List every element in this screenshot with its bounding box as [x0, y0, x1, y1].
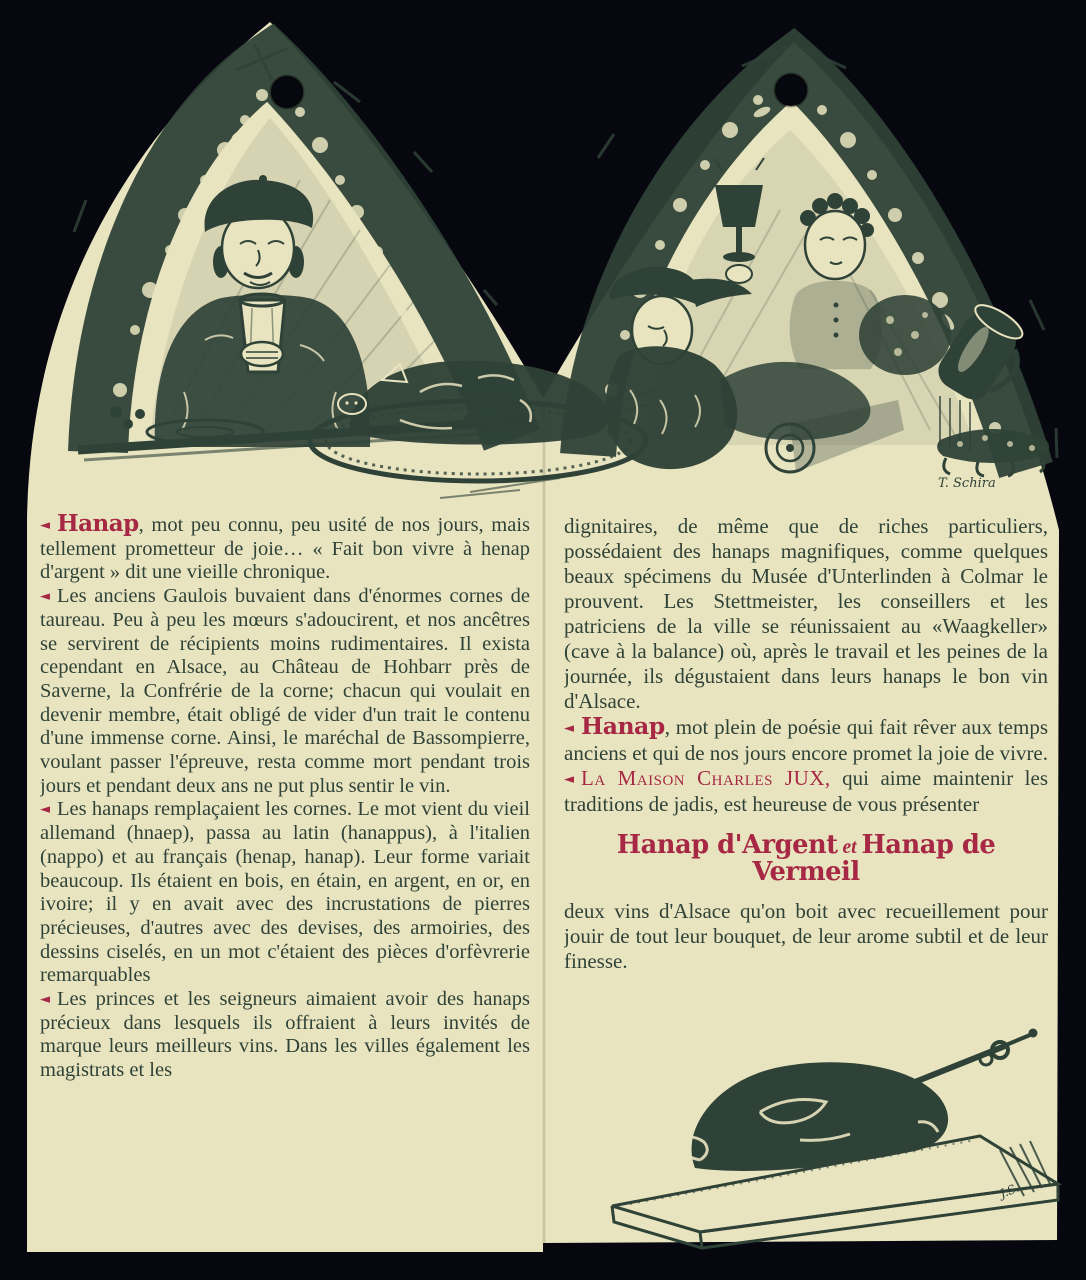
text-segment: et: [837, 837, 862, 858]
text-segment: La Maison Charles JUX,: [581, 766, 831, 790]
text-segment: Les anciens Gaulois buvaient dans d'énormes cornes de taureau. Peu à peu les mœurs s'adoucirent, et nos ancêtres se servirent de récipients moins rudimentaires. Il exista cependant en Alsace, au Château de Hohbarr près de Saverne, la Confrérie de la corne; chacun qui voulait en devenir membre, était obligé de vider d'un trait le contenu d'une immense corne. Ainsi, le maréchal de Bassompierre, voulant passer l'épreuve, resta comme mort pendant trois jours et pendant deux ans ne put plus sentir le vin.: [40, 585, 530, 797]
text-segment: Les princes et les seigneurs aimaient avoir des hanaps précieux dans lesquels ils offraient à leurs invités de marque leurs meilleurs vins. Dans les villes également les magistrats et les: [40, 988, 530, 1082]
paragraph-marker-icon: ◄: [40, 589, 50, 605]
text-segment: deux vins d'Alsace qu'on boit avec recueillement pour jouir de tout leur bouquet, de leur arome subtil et de leur finesse.: [564, 899, 1048, 973]
paragraph-gaulois: [40, 585, 530, 798]
right-text-column: [564, 514, 1048, 1054]
paragraph-deux-vins: [564, 899, 1048, 974]
paragraph-hanap-intro: [40, 512, 530, 585]
paragraph-maison-jux: [564, 766, 1048, 817]
paragraph-dignitaires: [564, 514, 1048, 714]
paragraph-marker-icon: ◄: [40, 518, 50, 533]
text-segment: qui aime maintenir les traditions de jadis, est heureuse de vous présenter: [564, 766, 1048, 816]
left-text-column: [40, 512, 530, 1254]
paragraph-marker-icon: ◄: [564, 772, 574, 787]
text-segment: , mot plein de poésie qui fait rêver aux temps anciens et qui de nos jours encore promet la joie de vivre.: [564, 715, 1048, 765]
text-segment: Les hanaps remplaçaient les cornes. Le mot vient du vieil allemand (hnaep), passa au latin (hanappus), à l'italien (nappo) et au français (henap, hanap). Leur forme variait beaucoup. Ils étaient en bois, en étain, en argent, en or, en ivoire; il y en avait avec des incrustations de pierres précieuses, d'autres avec des devises, des armoiries, des dessins ciselés, en un mot c'étaient des pièces d'orfèvrerie remarquables: [40, 798, 530, 987]
board-signature: J.S.: [997, 1180, 1022, 1201]
text-segment: , mot peu connu, peu usité de nos jours, mais tellement prometteur de joie… « Fait bon vivre à henap d'argent » dit une vieille chronique.: [40, 514, 530, 584]
text-segment: Hanap d'Argent: [616, 830, 838, 860]
punch-hole-left: [271, 76, 303, 108]
text-segment: Hanap de Vermeil: [752, 830, 996, 887]
artist-signature: T. Schira: [938, 476, 996, 491]
paragraph-hanaps-origine: [40, 798, 530, 988]
text-segment: Hanap: [57, 512, 139, 537]
paragraph-princes: [40, 988, 530, 1083]
paragraph-marker-icon: ◄: [564, 721, 574, 736]
text-segment: Hanap: [581, 712, 665, 740]
text-segment: dignitaires, de même que de riches particuliers, possédaient des hanaps magnifiques, comme quelques beaux spécimens du Musée d'Unterlinden à Colmar le prouvent. Les Stettmeister, les conseillers et les patriciens de la ville se réunissaient au «Waagkeller» (cave à la balance) où, après le travail et les peines de la journée, ils dégustaient dans leurs hanaps le bon vin d'Alsace.: [564, 514, 1048, 713]
punch-hole-right: [775, 74, 807, 106]
paragraph-marker-icon: ◄: [40, 992, 50, 1008]
product-names-heading: [564, 830, 1048, 887]
paragraph-marker-icon: ◄: [40, 802, 50, 818]
paragraph-hanap-poesie: [564, 714, 1048, 766]
